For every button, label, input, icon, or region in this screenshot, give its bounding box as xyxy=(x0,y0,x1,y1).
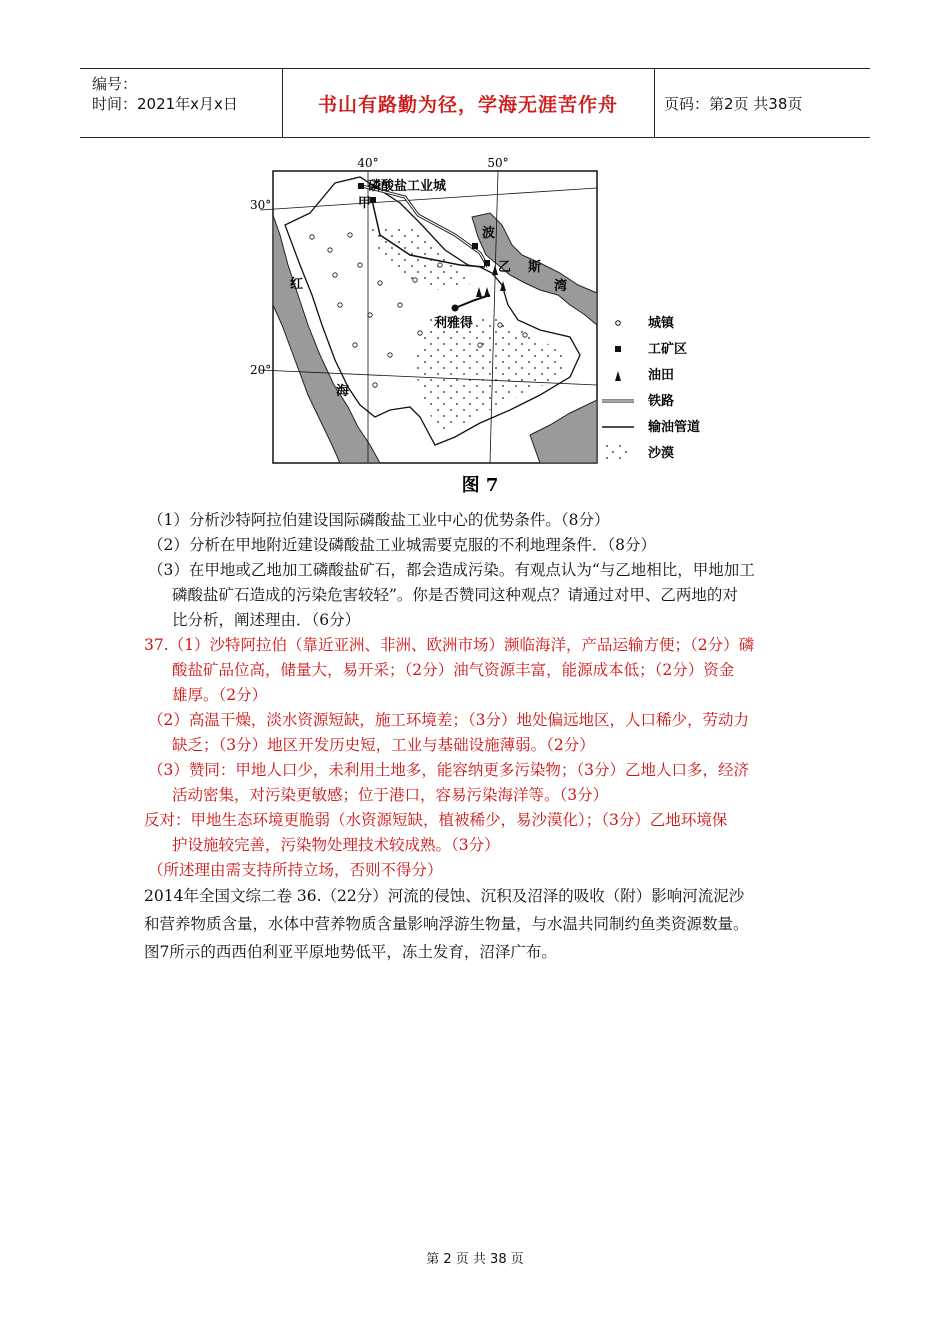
legend-mine-icon xyxy=(615,346,621,352)
answer-line-7: 活动密集，对污染更敏感；位于港口，容易污染海洋等。（3分） xyxy=(172,786,609,804)
answer-line-2: 酸盐矿品位高，储量大，易开采；（2分）油气资源丰富，能源成本低；（2分）资金 xyxy=(172,661,735,679)
answer-line-9: 护设施较完善，污染物处理技术较成熟。（3分） xyxy=(172,836,500,854)
number-label: 编号： xyxy=(92,75,138,93)
question-3-line-2: 磷酸盐矿石造成的污染危害较轻”。你是否赞同这种观点？请通过对甲、乙两地的对 xyxy=(172,586,738,604)
question-3-line-1: （3）在甲地或乙地加工磷酸盐矿石，都会造成污染。有观点认为“与乙地相比，甲地加工 xyxy=(148,561,755,579)
jia-label: 甲 xyxy=(358,196,372,211)
answer-line-10: （所述理由需支持所持立场，否则不得分） xyxy=(148,861,443,879)
lon-40-label: 40° xyxy=(357,156,379,170)
answer-line-6: （3）赞同：甲地人口少，未利用土地多，能容纳更多污染物；（3分）乙地人口多，经济 xyxy=(148,761,749,779)
motto: 书山有路勤为径，学海无涯苦作舟 xyxy=(317,93,618,116)
legend-town: 城镇 xyxy=(648,316,675,331)
header-page-cell xyxy=(654,69,870,137)
paragraph-line-2: 和营养物质含量，水体中营养物质含量影响浮游生物量，与水温共同制约鱼类资源数量。 xyxy=(144,915,749,933)
map-legend xyxy=(602,315,700,461)
legend-desert-icon xyxy=(606,445,630,459)
legend-town-icon xyxy=(616,321,621,326)
figure-7-map xyxy=(240,155,720,500)
lon-50-label: 50° xyxy=(487,156,509,170)
answer-line-5: 缺乏；（3分）地区开发历史短，工业与基础设施薄弱。（2分） xyxy=(172,736,595,754)
question-2: （2）分析在甲地附近建设磷酸盐工业城需要克服的不利地理条件．（8分） xyxy=(148,536,656,554)
answer-line-1: 37.（1）沙特阿拉伯（靠近亚洲、非洲、欧洲市场）濒临海洋，产品运输方便；（2分）磷 xyxy=(144,636,755,654)
legend-oil: 油田 xyxy=(648,368,675,383)
answer-line-8: 反对：甲地生态环境更脆弱（水资源短缺，植被稀少，易沙漠化）；（3分）乙地环境保 xyxy=(144,811,728,829)
page-label: 页码：第2页 共38页 xyxy=(664,94,803,113)
mine-yi xyxy=(484,260,490,266)
industry-city-label: 磷酸盐工业城 xyxy=(368,179,447,194)
riyadh-dot xyxy=(452,305,459,312)
persian-label-2: 斯 xyxy=(528,260,542,275)
yi-label: 乙 xyxy=(498,260,512,275)
question-3-line-3: 比分析，阐述理由．（6分） xyxy=(172,611,361,629)
mine-city xyxy=(358,183,364,189)
figure-caption: 图 7 xyxy=(461,475,499,496)
paragraph-line-1: 2014年全国文综二卷 36.（22分）河流的侵蚀、沉积及沼泽的吸收（附）影响河流泥沙 xyxy=(144,887,745,905)
red-sea-label-1: 红 xyxy=(290,277,304,292)
question-1: （1）分析沙特阿拉伯建设国际磷酸盐工业中心的优势条件。（8分） xyxy=(148,511,610,529)
lat-20-label: 20° xyxy=(250,363,272,377)
legend-rail: 铁路 xyxy=(648,394,675,409)
time-label: 时间：2021年x月x日 xyxy=(92,95,238,113)
legend-mine: 工矿区 xyxy=(648,342,688,357)
persian-label-3: 湾 xyxy=(554,279,568,294)
mine-north-gulf xyxy=(472,243,478,249)
paragraph-line-3: 图7所示的西西伯利亚平原地势低平，冻土发育，沼泽广布。 xyxy=(144,943,557,961)
page-footer: 第 2 页 共 38 页 xyxy=(426,1252,524,1267)
header-meta xyxy=(80,69,283,137)
lat-30-label: 30° xyxy=(250,198,272,212)
header-motto-cell xyxy=(282,69,655,137)
legend-oil-icon xyxy=(615,371,621,381)
legend-pipe: 输油管道 xyxy=(648,420,701,435)
persian-label-1: 波 xyxy=(482,226,496,241)
legend-desert: 沙漠 xyxy=(648,446,675,461)
answer-line-3: 雄厚。（2分） xyxy=(172,686,268,704)
page-header xyxy=(80,68,870,138)
answer-line-4: （2）高温干燥，淡水资源短缺，施工环境差；（3分）地处偏远地区，人口稀少，劳动力 xyxy=(148,711,749,729)
red-sea-label-2: 海 xyxy=(336,384,350,399)
riyadh-label: 利雅得 xyxy=(434,316,474,331)
